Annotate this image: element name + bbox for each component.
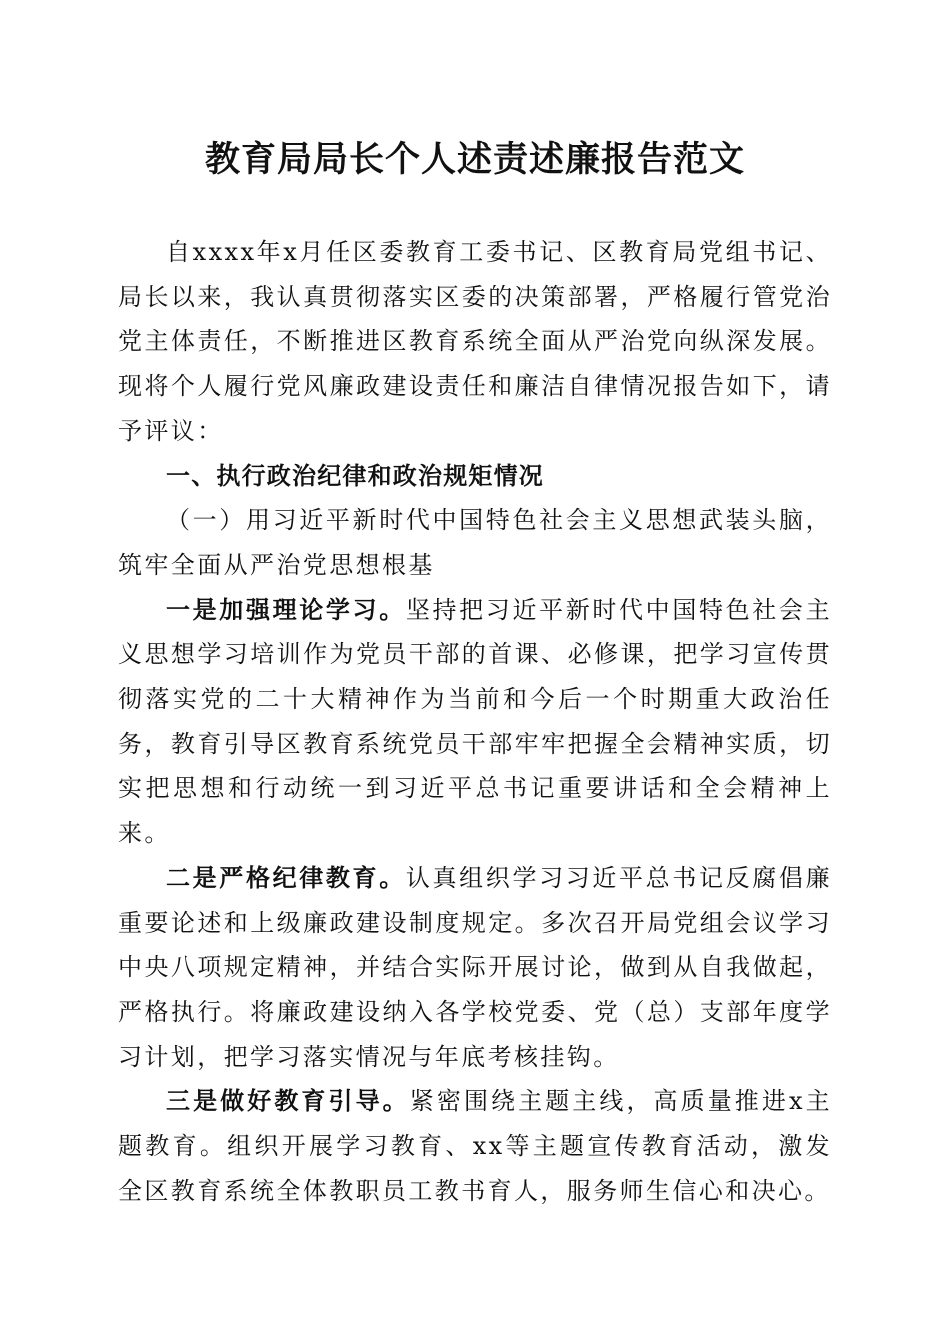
paragraph-lead-1: 一是加强理论学习。	[166, 594, 406, 624]
paragraph-text-3: 紧密围绕主题主线，高质量推进x主题教育。组织开展学习教育、xx等主题宣传教育活动，激发全区教育系统全体教职员工教书育人，服务师生信心和决心。	[118, 1087, 832, 1205]
document-title: 教育局局长个人述责述廉报告范文	[204, 139, 745, 180]
section-heading-1: 一、执行政治纪律和政治规矩情况	[166, 461, 544, 490]
body-paragraph-1	[118, 588, 832, 856]
paragraph-text-1: 坚持把习近平新时代中国特色社会主义思想学习培训作为党员干部的首课、必修课，把学习宣传贯彻落实党的二十大精神作为当前和今后一个时期重大政治任务，教育引导区教育系统党员干部牢牢把握全会精神实质，切实把思想和行动统一到习近平总书记重要讲话和全会精神上来。	[118, 595, 832, 848]
paragraph-lead-3: 三是做好教育引导。	[166, 1086, 410, 1116]
body-paragraph-3	[118, 1079, 832, 1213]
paragraph-lead-2: 二是严格纪律教育。	[166, 862, 406, 892]
body-paragraph-2	[118, 856, 832, 1080]
paragraph-text-2: 认真组织学习习近平总书记反腐倡廉重要论述和上级廉政建设制度规定。多次召开局党组会议学习中央八项规定精神，并结合实际开展讨论，做到从自我做起，严格执行。将廉政建设纳入各学校党委、党（总）支部年度学习计划，把学习落实情况与年底考核挂钩。	[118, 863, 832, 1071]
subsection-heading-1: （一）用习近平新时代中国特色社会主义思想武装头脑，筑牢全面从严治党思想根基	[118, 506, 832, 579]
document-body	[118, 230, 832, 1213]
intro-paragraph: 自xxxx年x月任区委教育工委书记、区教育局党组书记、局长以来，我认真贯彻落实区委的决策部署，严格履行管党治党主体责任，不断推进区教育系统全面从严治党向纵深发展。现将个人履行党风廉政建设责任和廉洁自律情况报告如下，请予评议：	[118, 238, 832, 445]
